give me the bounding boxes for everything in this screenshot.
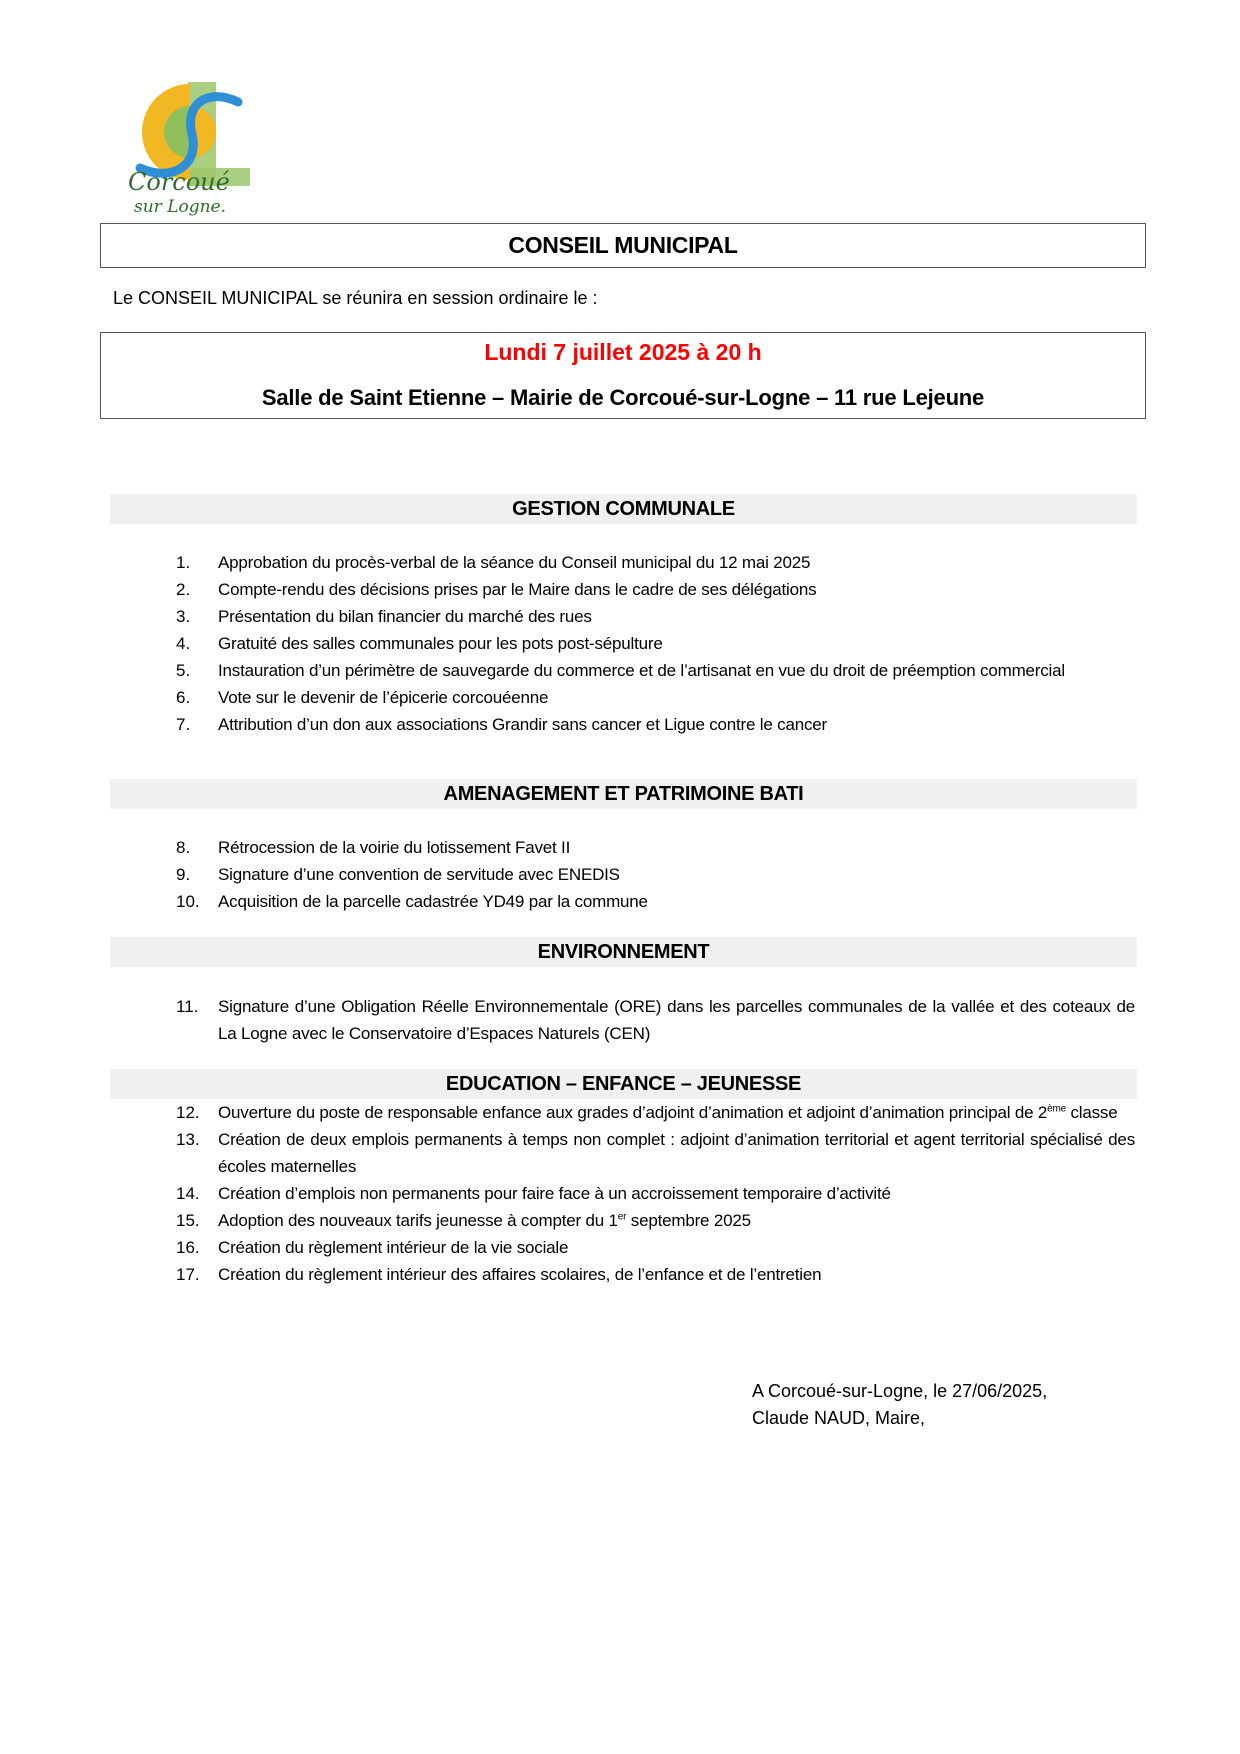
agenda-item [110, 834, 1135, 861]
agenda-item [110, 711, 1135, 738]
section-heading-amenagement [110, 779, 1137, 809]
item-number: 2. [176, 580, 191, 599]
agenda-list-gestion-communale [110, 549, 1135, 738]
agenda-item [110, 993, 1135, 1047]
section-heading-environnement [110, 937, 1137, 967]
signature-signer: Claude NAUD, Maire, [752, 1408, 926, 1428]
item-text: Signature d’une convention de servitude avec ENEDIS [218, 865, 620, 884]
item-text: Instauration d’un périmètre de sauvegarde du commerce et de l’artisanat en vue du droit de préemption commercial [218, 661, 1065, 680]
item-text [218, 1207, 1135, 1234]
agenda-list-education [110, 1099, 1135, 1288]
title-box [100, 223, 1146, 268]
item-text [218, 1099, 1135, 1126]
item-text: Présentation du bilan financier du marché des rues [218, 607, 592, 626]
item-text: Création du règlement intérieur de la vie sociale [218, 1238, 569, 1257]
corcoue-sur-logne-logo [110, 72, 260, 217]
item-text: Compte-rendu des décisions prises par le Maire dans le cadre de ses délégations [218, 580, 817, 599]
item-text-part: septembre 2025 [626, 1211, 751, 1230]
item-number: 1. [176, 553, 191, 572]
agenda-item [110, 549, 1135, 576]
item-text: Gratuité des salles communales pour les pots post-sépulture [218, 634, 663, 653]
item-number: 15. [176, 1211, 200, 1230]
item-text-part: Adoption des nouveaux tarifs jeunesse à compter du 1 [218, 1211, 618, 1230]
agenda-item [110, 1261, 1135, 1288]
item-number: 12. [176, 1103, 200, 1122]
signature-block [752, 1378, 1047, 1432]
item-text: Création de deux emplois permanents à temps non complet : adjoint d’animation territorial et agent territorial spécialisé des écoles maternelles [218, 1130, 1135, 1176]
meeting-info-box [100, 332, 1146, 419]
meeting-place: Salle de Saint Etienne – Mairie de Corcoué-sur-Logne – 11 rue Lejeune [261, 385, 985, 410]
agenda-item [110, 576, 1135, 603]
superscript: ème [1047, 1103, 1066, 1115]
item-number: 11. [176, 997, 199, 1016]
item-text: Attribution d’un don aux associations Grandir sans cancer et Ligue contre le cancer [218, 715, 827, 734]
intro-text: Le CONSEIL MUNICIPAL se réunira en session ordinaire le : [113, 288, 598, 308]
agenda-item [110, 1207, 1135, 1234]
section-heading-gestion-communale [110, 494, 1137, 524]
item-number: 16. [176, 1238, 200, 1257]
agenda-item [110, 1126, 1135, 1180]
item-text: Approbation du procès-verbal de la séance du Conseil municipal du 12 mai 2025 [218, 553, 811, 572]
agenda-item [110, 888, 1135, 915]
item-number: 9. [176, 865, 191, 884]
section-title: EDUCATION – ENFANCE – JEUNESSE [445, 1072, 802, 1095]
agenda-item [110, 1234, 1135, 1261]
logo-text-line2: sur Logne. [134, 197, 227, 217]
item-number: 6. [176, 688, 191, 707]
agenda-item [110, 1180, 1135, 1207]
item-number: 7. [176, 715, 191, 734]
signature-place-date: A Corcoué-sur-Logne, le 27/06/2025, [752, 1381, 1048, 1401]
agenda-list-amenagement [110, 834, 1135, 915]
page-title: CONSEIL MUNICIPAL [508, 232, 738, 258]
agenda-item [110, 1099, 1135, 1126]
section-title: GESTION COMMUNALE [512, 497, 735, 520]
item-text: Signature d’une Obligation Réelle Environnementale (ORE) dans les parcelles communales de la vallée et des coteaux de La Logne avec le Conservatoire d’Espaces Naturels (CEN) [218, 997, 1135, 1043]
agenda-item [110, 657, 1135, 684]
item-text: Rétrocession de la voirie du lotissement Favet II [218, 838, 571, 857]
item-number: 10. [176, 892, 200, 911]
item-text: Acquisition de la parcelle cadastrée YD49 par la commune [218, 892, 648, 911]
agenda-item [110, 684, 1135, 711]
item-text: Vote sur le devenir de l’épicerie corcouéenne [218, 688, 549, 707]
item-number: 17. [176, 1265, 200, 1284]
agenda-item [110, 861, 1135, 888]
superscript: er [617, 1211, 627, 1223]
item-text-part: classe [1065, 1103, 1118, 1122]
item-number: 13. [176, 1130, 200, 1149]
section-title: ENVIRONNEMENT [537, 940, 710, 963]
item-text: Création du règlement intérieur des affaires scolaires, de l’enfance et de l’entretien [218, 1265, 822, 1284]
agenda-item [110, 630, 1135, 657]
item-number: 5. [176, 661, 191, 680]
agenda-item [110, 603, 1135, 630]
item-number: 14. [176, 1184, 200, 1203]
item-number: 4. [176, 634, 191, 653]
section-title: AMENAGEMENT ET PATRIMOINE BATI [443, 782, 804, 805]
meeting-date: Lundi 7 juillet 2025 à 20 h [484, 339, 762, 365]
item-text: Création d’emplois non permanents pour faire face à un accroissement temporaire d’activité [218, 1184, 891, 1203]
agenda-list-environnement [110, 993, 1135, 1047]
section-heading-education [110, 1069, 1137, 1099]
logo-text-line1: Corcoué [128, 168, 230, 196]
item-number: 8. [176, 838, 191, 857]
item-number: 3. [176, 607, 191, 626]
item-text-part: Ouverture du poste de responsable enfance aux grades d’adjoint d’animation et adjoint d’animation principal de 2 [218, 1103, 1048, 1122]
